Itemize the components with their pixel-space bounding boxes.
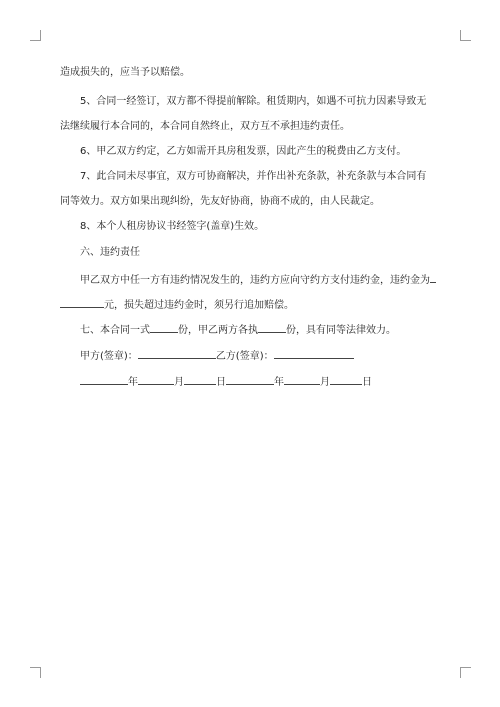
date-year-blank-2[interactable] bbox=[226, 373, 274, 385]
corner-mark-bottom-right bbox=[460, 667, 471, 678]
clause-5-line-1: 5、合同一经签订，双方都不得提前解除。租赁期内，如遇不可抗力因素导致无 bbox=[80, 96, 427, 107]
breach-line-1 bbox=[80, 271, 436, 285]
party-a-label: 甲方(签章)： bbox=[80, 351, 138, 362]
clause-7-copies bbox=[80, 321, 396, 335]
clause-5-line-2: 法继续履行本合同的，本合同自然终止，双方互不承担违约责任。 bbox=[60, 121, 350, 132]
month-label-1: 月 bbox=[174, 377, 184, 388]
date-year-blank-1[interactable] bbox=[80, 373, 128, 385]
penalty-amount-blank[interactable] bbox=[60, 296, 104, 308]
section-heading-breach: 六、违约责任 bbox=[80, 247, 140, 258]
date-line bbox=[80, 373, 372, 387]
date-day-blank-2[interactable] bbox=[330, 373, 362, 385]
clause-8: 8、本个人租房协议书经签字(盖章)生效。 bbox=[80, 221, 265, 232]
penalty-blank-start[interactable] bbox=[430, 271, 436, 283]
signature-line bbox=[80, 347, 354, 361]
corner-mark-top-right bbox=[460, 30, 471, 41]
corner-mark-bottom-left bbox=[30, 667, 41, 678]
party-b-label: 乙方(签章)： bbox=[215, 351, 274, 362]
party-a-signature-blank[interactable] bbox=[138, 347, 216, 359]
breach-line-2 bbox=[60, 296, 294, 310]
paragraph-line: 造成损失的，应当予以赔偿。 bbox=[60, 67, 190, 78]
penalty-suffix-text: 元，损失超过违约金时，须另行追加赔偿。 bbox=[104, 300, 294, 311]
date-day-blank-1[interactable] bbox=[184, 373, 216, 385]
clause-7-line-1: 7、此合同未尽事宜，双方可协商解决，并作出补充条款，补充条款与本合同有 bbox=[80, 171, 427, 182]
date-month-blank-1[interactable] bbox=[138, 373, 174, 385]
day-label-1: 日 bbox=[216, 377, 226, 388]
party-b-signature-blank[interactable] bbox=[274, 347, 354, 359]
breach-text: 甲乙双方中任一方有违约情况发生的，违约方应向守约方支付违约金，违约金为 bbox=[80, 275, 430, 286]
corner-mark-top-left bbox=[30, 30, 41, 41]
copies-mid: 份，甲乙两方各执 bbox=[178, 325, 258, 336]
year-label-1: 年 bbox=[128, 377, 138, 388]
clause-7-line-2: 同等效力。双方如果出现纠纷，先友好协商，协商不成的，由人民裁定。 bbox=[60, 196, 380, 207]
year-label-2: 年 bbox=[274, 377, 284, 388]
copies-total-blank[interactable] bbox=[150, 321, 178, 333]
month-label-2: 月 bbox=[320, 377, 330, 388]
copies-prefix: 七、本合同一式 bbox=[80, 325, 150, 336]
day-label-2: 日 bbox=[362, 377, 372, 388]
copies-suffix: 份，具有同等法律效力。 bbox=[286, 325, 396, 336]
date-month-blank-2[interactable] bbox=[284, 373, 320, 385]
clause-6: 6、甲乙双方约定，乙方如需开具房租发票，因此产生的税费由乙方支付。 bbox=[80, 146, 407, 157]
copies-each-blank[interactable] bbox=[258, 321, 286, 333]
